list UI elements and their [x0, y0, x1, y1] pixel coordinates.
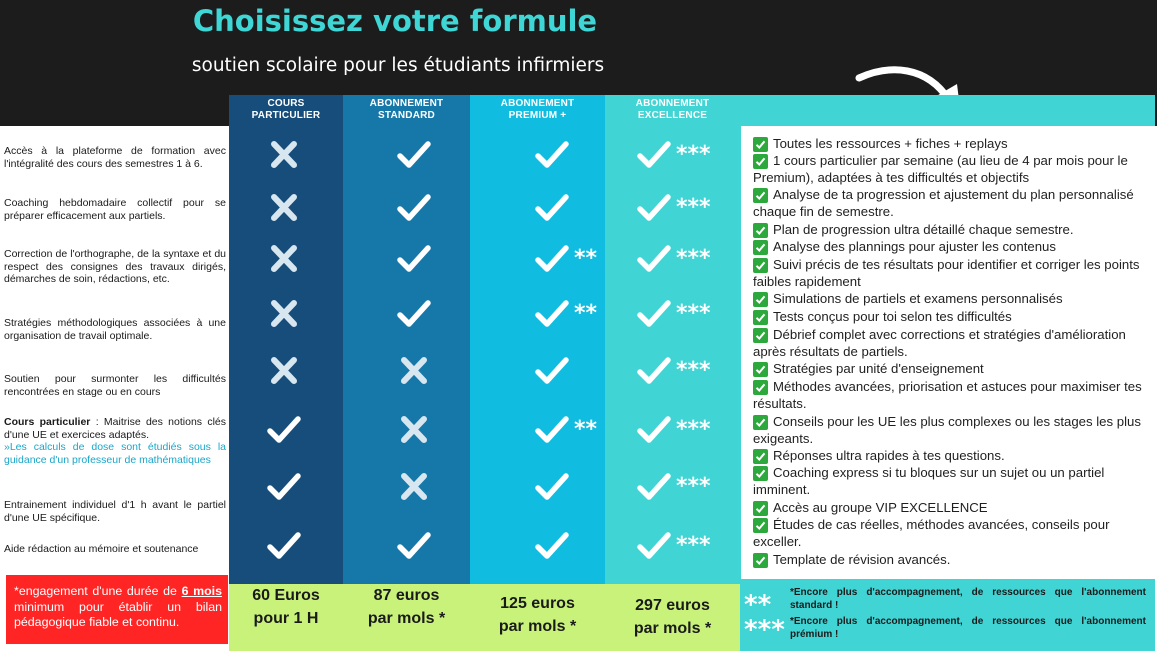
feature-list	[0, 126, 229, 571]
cross-icon	[266, 188, 302, 228]
column-header: ABONNEMENT EXCELLENCE	[635, 98, 710, 121]
note-stars: ***	[744, 615, 785, 645]
price-premium[interactable]: 125 euros par mols *	[470, 584, 605, 651]
checkbox-icon	[753, 328, 768, 343]
stars-marker: ***	[676, 246, 711, 271]
checkbox-icon	[753, 258, 768, 273]
benefit-item: Stratégies par unité d'enseignement	[753, 361, 1145, 378]
footnotes	[740, 584, 1157, 651]
check-icon	[396, 294, 432, 334]
check-icon	[396, 188, 432, 228]
benefit-item: 1 cours particulier par semaine (au lieu de 4 par mois pour le Premium), adaptées à tes difficultés et objectifs	[753, 153, 1128, 185]
stars-marker: ***	[676, 301, 711, 326]
engagement-notice: *engagement d'une durée de 6 mois minimum pour établir un bilan pédagogique fiable et continu.	[6, 575, 228, 644]
checkbox-icon	[753, 415, 768, 430]
benefit-item: Méthodes avancées, priorisation et astuces pour maximiser tes résultats.	[753, 379, 1142, 411]
check-icon	[636, 351, 711, 391]
feature-sub-note: »Les calculs de dose sont étudiés sous la guidance d'un professeur de mathématiques	[4, 441, 226, 466]
cross-icon	[266, 135, 302, 175]
check-icon	[266, 410, 302, 450]
cross-icon	[266, 351, 302, 391]
column-header: ABONNEMENT STANDARD	[369, 98, 444, 121]
check-icon	[636, 526, 711, 566]
check-icon	[534, 135, 570, 175]
check-icon	[534, 467, 570, 507]
check-icon	[636, 239, 711, 279]
note-stars: **	[744, 590, 772, 620]
note-text: *Encore plus d'accompagnement, de ressources que l'abonnement standard !	[790, 587, 1146, 611]
check-icon	[636, 467, 711, 507]
benefit-item: Coaching express si tu bloques sur un sujet ou un partiel imminent.	[753, 465, 1105, 497]
feature-row: Coaching hebdomadaire collectif pour se préparer efficacement aux partiels.	[4, 197, 226, 222]
stars-marker: ***	[676, 417, 711, 442]
checkbox-icon	[753, 553, 768, 568]
page-title: Choisissez votre formule	[192, 4, 598, 38]
benefit-item: Débrief complet avec corrections et stratégies d'amélioration après résultats de partiels.	[753, 327, 1126, 359]
column-header: COURS PARTICULIER	[251, 98, 321, 121]
check-icon	[534, 294, 597, 334]
benefit-item: Template de révision avancés.	[753, 552, 1145, 569]
benefit-item: Toutes les ressources + fiches + replays	[753, 136, 1145, 153]
checkbox-icon	[753, 501, 768, 516]
check-icon	[534, 188, 570, 228]
checkbox-icon	[753, 188, 768, 203]
stars-marker: **	[574, 301, 598, 326]
feature-row: Stratégies méthodologiques associées à une organisation de travail optimale.	[4, 317, 226, 342]
feature-row: Correction de l'orthographe, de la syntaxe et du respect des consignes des travaux dirigés, démarches de soin, rédactions, etc.	[4, 248, 226, 285]
price-cours-particulier[interactable]: 60 Euros pour 1 H	[229, 584, 343, 651]
cross-icon	[266, 239, 302, 279]
feature-row: Entrainement individuel d'1 h avant le partiel d'une UE spécifique.	[4, 499, 226, 524]
benefit-item: Réponses ultra rapides à tes questions.	[753, 448, 1145, 465]
check-icon	[534, 410, 597, 450]
benefit-item: Suivi précis de tes résultats pour identifier et corriger les points faibles rapidement	[753, 257, 1140, 289]
cross-icon	[266, 294, 302, 334]
cross-icon	[396, 351, 432, 391]
check-icon	[636, 188, 711, 228]
check-icon	[534, 526, 570, 566]
feature-row: Accès à la plateforme de formation avec l'intégralité des cours des semestres 1 à 6.	[4, 145, 226, 170]
feature-row: Aide rédaction au mémoire et soutenance	[4, 543, 199, 555]
price-excellence[interactable]: 297 euros par mols *	[605, 584, 740, 651]
check-icon	[396, 526, 432, 566]
checkbox-icon	[753, 362, 768, 377]
check-icon	[266, 526, 302, 566]
checkbox-icon	[753, 154, 768, 169]
check-icon	[266, 467, 302, 507]
benefit-item: Conseils pour les UE les plus complexes ou les stages les plus exigeants.	[753, 414, 1141, 446]
check-icon	[396, 135, 432, 175]
stars-marker: ***	[676, 474, 711, 499]
benefit-item: Simulations de partiels et examens personnalisés	[753, 291, 1145, 308]
checkbox-icon	[753, 223, 768, 238]
feature-row: Cours particulier : Maitrise des notions clés d'une UE et exercices adaptés. »Les calculs de dose sont étudiés sous la guidance d'un professeur de mathématiques	[4, 416, 226, 466]
checkbox-icon	[753, 466, 768, 481]
checkbox-icon	[753, 292, 768, 307]
check-icon	[636, 135, 711, 175]
benefit-item: Analyse des plannings pour ajuster les contenus	[753, 239, 1145, 256]
benefit-item: Études de cas réelles, méthodes avancées, conseils pour exceller.	[753, 517, 1110, 549]
checkbox-icon	[753, 310, 768, 325]
excellence-benefits	[741, 126, 1155, 579]
stars-marker: **	[574, 417, 598, 442]
checkbox-icon	[753, 518, 768, 533]
benefit-item: Accès au groupe VIP EXCELLENCE	[753, 500, 1145, 517]
check-icon	[534, 351, 570, 391]
feature-row: Soutien pour surmonter les difficultés rencontrées en stage ou en cours	[4, 373, 226, 398]
benefit-item: Plan de progression ultra détaillé chaque semestre.	[753, 222, 1145, 239]
checkbox-icon	[753, 380, 768, 395]
column-header: ABONNEMENT PREMIUM +	[500, 98, 575, 121]
stars-marker: ***	[676, 195, 711, 220]
stars-marker: ***	[676, 358, 711, 383]
checkbox-icon	[753, 137, 768, 152]
stars-marker: ***	[676, 533, 711, 558]
cross-icon	[396, 467, 432, 507]
benefit-item: Analyse de ta progression et ajustement du plan personnalisé chaque fin de semestre.	[753, 187, 1134, 219]
stars-marker: **	[574, 246, 598, 271]
benefit-item: Tests conçus pour toi selon tes difficultés	[753, 309, 1145, 326]
check-icon	[396, 239, 432, 279]
cross-icon	[396, 410, 432, 450]
check-icon	[636, 294, 711, 334]
price-standard[interactable]: 87 euros par mols *	[343, 584, 470, 651]
note-text: *Encore plus d'accompagnement, de ressources que l'abonnement prémium !	[790, 616, 1146, 640]
page-subtitle: soutien scolaire pour les étudiants infirmiers	[191, 55, 605, 76]
checkbox-icon	[753, 240, 768, 255]
check-icon	[636, 410, 711, 450]
checkbox-icon	[753, 449, 768, 464]
check-icon	[534, 239, 597, 279]
stars-marker: ***	[676, 142, 711, 167]
